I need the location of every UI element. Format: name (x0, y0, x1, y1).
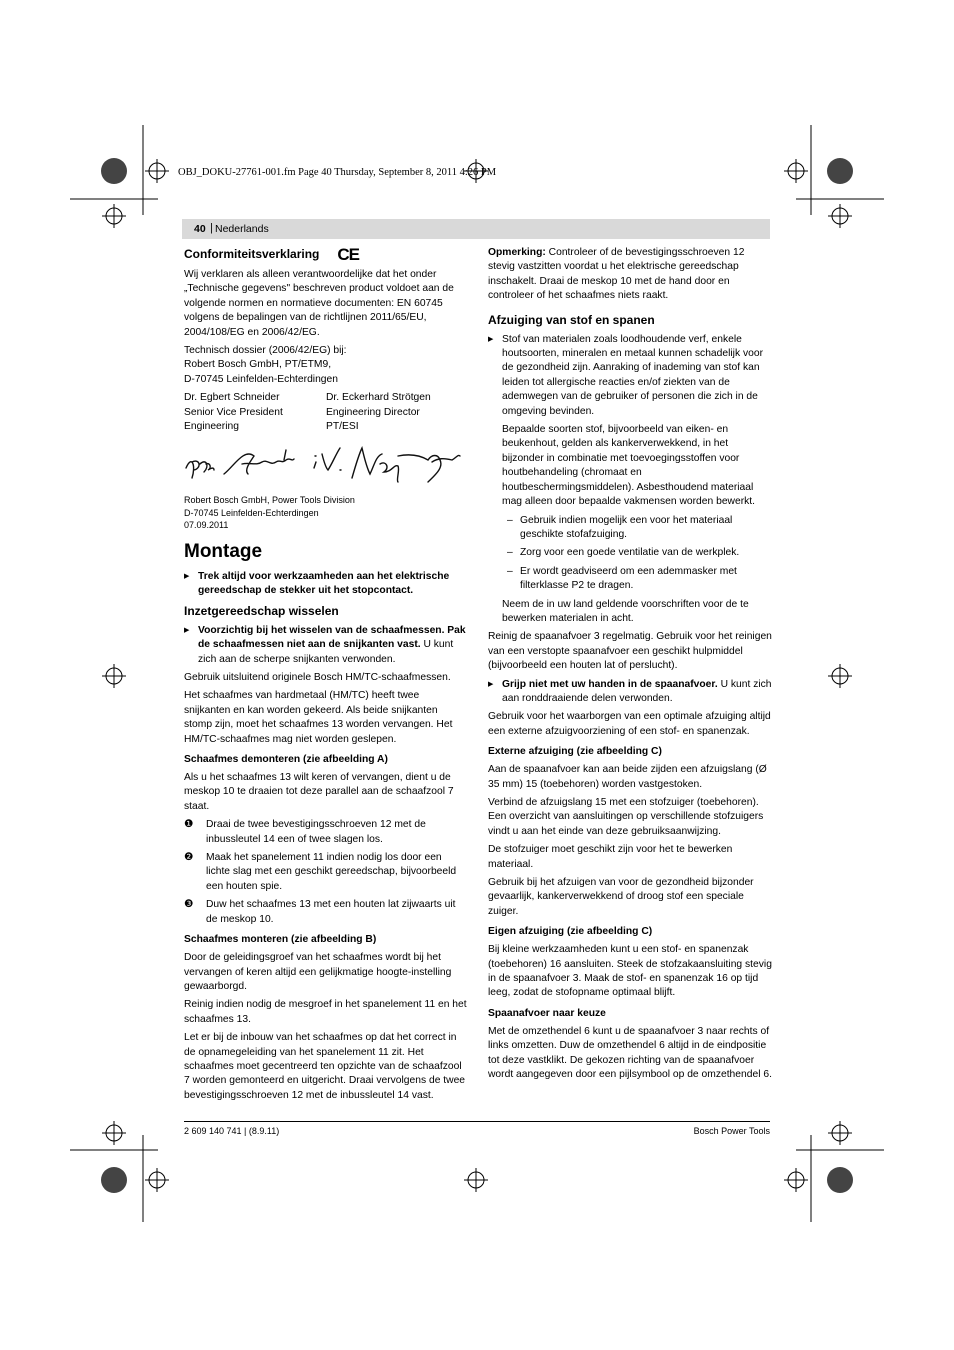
file-slug: OBJ_DOKU-27761-001.fm Page 40 Thursday, September 8, 2011 4:26 PM (178, 167, 497, 178)
footer-rule (184, 1121, 770, 1122)
mount-p2: Reinig indien nodig de mesgroef in het spanelement 11 en het schaafmes 13. (184, 999, 467, 1025)
right-column (488, 246, 772, 1087)
header-language: Nederlands (215, 223, 269, 235)
conformity-text: Wij verklaren als alleen verantwoordelijke dat het onder „Technische gegevens" beschreven product voldoet aan de volgende normen en normatieve documenten: EN 60745 volgens de bepalingen van de richtlijnen 2011/65/EU, 2004/108/EG en 2006/42/EG. (184, 269, 454, 338)
chip-ejection-heading: Spaanafvoer naar keuze (488, 1007, 606, 1019)
own-p1: Bij kleine werkzaamheden kunt u een stof- en spanenzak (toebehoren) 16 aansluiten. Steek de stofzakaansluiting stevig in de spaanafvoer 3. Maak de stof- en spanenzak 16 op tijd leeg, zodat de stofopname optimaal blijft. (488, 944, 772, 999)
dust-clean: Reinig de spaanafvoer 3 regelmatig. Gebruik voor het reinigen van een verstopte spaanafvoer een geschikt hulpmiddel (bijvoorbeeld een houten lat of perslucht). (488, 631, 772, 672)
mount-heading: Schaafmes monteren (zie afbeelding B) (184, 934, 377, 946)
dust-dash-3: – Er wordt geadviseerd om een ademmasker met filterklasse P2 te dragen. (507, 565, 737, 592)
grip-warning: ▶ Grijp niet met uw handen in de spaanafvoer. U kunt zich aan ronddraaiende delen verwonden. (488, 678, 772, 707)
choice-p1: Met de omzethendel 6 kunt u de spaanafvoer 3 naar rechts of links omzetten. Duw de omzethendel 6 altijd in de eindpositie tot deze vastklikt. De gekozen richting van de spaanafvoer wordt aangegeven door een pijlsymbool op de omzethendel 6. (488, 1025, 772, 1081)
dust-heading: Afzuiging van stof en spanen (488, 312, 655, 327)
ext-p2: Verbind de afzuigslang 15 met een stofzuiger (toebehoren). Een overzicht van aansluitingen op verschillende stofzuigers vindt u aan het einde van deze gebruiksaanwijzing. (488, 797, 764, 837)
header-separator: | (210, 222, 213, 234)
dismount-step-1: ❶ Draai de twee bevestigingsschroeven 12 met de inbussleutel 14 een of twee slagen los. (184, 819, 426, 845)
signers (184, 391, 468, 434)
signer-2: Dr. Eckerhard Strötgen Engineering Director PT/ESI (326, 392, 431, 433)
insert-p2: Het schaafmes van hardmetaal (HM/TC) heeft twee snijkanten en kan worden gekeerd. Als beide snijkanten stomp zijn, moet het schaafmes 13 worden vervangen. Het HM/TC-schaafmes mag niet worden geslepen. (184, 690, 453, 745)
note: Opmerking: Controleer of de bevestigingsschroeven 12 stevig vastzitten voordat u het elektrische gereedschap inschakelt. Draai de meskop 10 met de hand door en controleer of het schaafmes niets raakt. (488, 247, 745, 302)
insert-heading: Inzetgereedschap wisselen (184, 603, 339, 618)
ext-p4: Gebruik bij het afzuigen van voor de gezondheid bijzonder gevaarlijk, kankerverwekkend of droog stof een speciale zuiger. (488, 877, 754, 917)
signer-1: Dr. Egbert Schneider Senior Vice President Engineering (184, 392, 283, 433)
footer-doc-number: 2 609 140 741 | (8.9.11) (184, 1126, 280, 1136)
company-block: Robert Bosch GmbH, Power Tools Division D-70745 Leinfelden-Echterdingen 07.09.2011 (184, 495, 355, 531)
mount-p3: Let er bij de inbouw van het schaafmes op dat het correct in de opnamegeleiding van het spanelement 11 zit. Het schaafmes moet gecentreerd ten opzichte van de schaafzool 7 worden gemonteerd en uitgericht. Draai vervolgens de twee bevestigingsschroeven 12 met de inbussleutel 14 vast. (184, 1032, 466, 1101)
dust-regulations: Neem de in uw land geldende voorschriften voor de te bewerken materialen in acht. (502, 598, 749, 624)
own-extraction-heading: Eigen afzuiging (zie afbeelding C) (488, 926, 653, 938)
page-header (182, 219, 770, 239)
ext-p1: Aan de spaanafvoer kan aan beide zijden een afzuigslang (Ø 35 mm) 15 (toebehoren) worden vastgestoken. (488, 764, 767, 790)
ce-mark-icon: CE (337, 245, 359, 264)
ext-p3: De stofzuiger moet geschikt zijn voor het te bewerken materiaal. (488, 844, 733, 870)
dismount-step-2: ❷ Maak het spanelement 11 indien nodig los door een lichte slag met een geschikt gereedschap, bijvoorbeeld een houten spie. (184, 852, 457, 892)
handwritten-signatures (184, 438, 468, 490)
insert-warning: ▶ Voorzichtig bij het wisselen van de schaafmessen. Pak de schaafmessen niet aan de snijkanten vast. U kunt zich aan de scherpe snijkanten verwonden. (184, 624, 468, 667)
dust-warning-2: Bepaalde soorten stof, bijvoorbeeld van eiken- en beukenhout, gelden als kankerverwekkend, in het bijzonder in combinatie met toevoegingsstoffen voor houtbehandeling (chromaat en houtbeschermingsmiddelen). Asbesthoudend materiaal mag alleen door bepaalde vakmensen worden bewerkt. (502, 424, 756, 508)
external-extraction-heading: Externe afzuiging (zie afbeelding C) (488, 746, 662, 758)
insert-p1: Gebruik uitsluitend originele Bosch HM/TC-schaafmessen. (184, 672, 451, 683)
montage-heading: Montage (184, 540, 263, 562)
dust-dash-1: – Gebruik indien mogelijk een voor het materiaal geschikte stofafzuiging. (507, 514, 733, 540)
dismount-step-3: ❸ Duw het schaafmes 13 met een houten lat zijwaarts uit de meskop 10. (184, 899, 456, 925)
dust-p2: Gebruik voor het waarborgen van een optimale afzuiging altijd een externe afzuigvoorziening of een stof- en spanenzak. (488, 711, 771, 737)
left-column (184, 246, 468, 1107)
dust-warning: ▶ Stof van materialen zoals loodhoudende verf, enkele houtsoorten, mineralen en metaal kunnen schadelijk voor de gezondheid zijn. Aanraking of inademing van stof kan leiden tot allergische reacties en/of ziekten van de ademwegen van de gebruiker of personen die zich in de omgeving bevinden. (488, 333, 772, 419)
dismount-heading: Schaafmes demonteren (zie afbeelding A) (184, 754, 388, 766)
dust-dash-2: – Zorg voor een goede ventilatie van de werkplek. (507, 547, 740, 559)
footer-brand: Bosch Power Tools (693, 1126, 770, 1136)
page-number: 40 (194, 223, 206, 235)
montage-warning: ▶ Trek altijd voor werkzaamheden aan het elektrische gereedschap de stekker uit het stopcontact. (184, 570, 468, 599)
dismount-intro: Als u het schaafmes 13 wilt keren of vervangen, dient u de meskop 10 te draaien tot deze parallel aan de schaafzool 7 staat. (184, 772, 454, 812)
signature-icon (184, 438, 468, 490)
conformity-heading: Conformiteitsverklaring CE (184, 245, 359, 264)
mount-p1: Door de geleidingsgroef van het schaafmes wordt bij het vervangen of keren altijd een gelijkmatige hoogte-instelling gewaarborgd. (184, 952, 452, 992)
tech-file: Technisch dossier (2006/42/EG) bij: Robert Bosch GmbH, PT/ETM9, D-70745 Leinfelden-Echterdingen (184, 345, 347, 385)
